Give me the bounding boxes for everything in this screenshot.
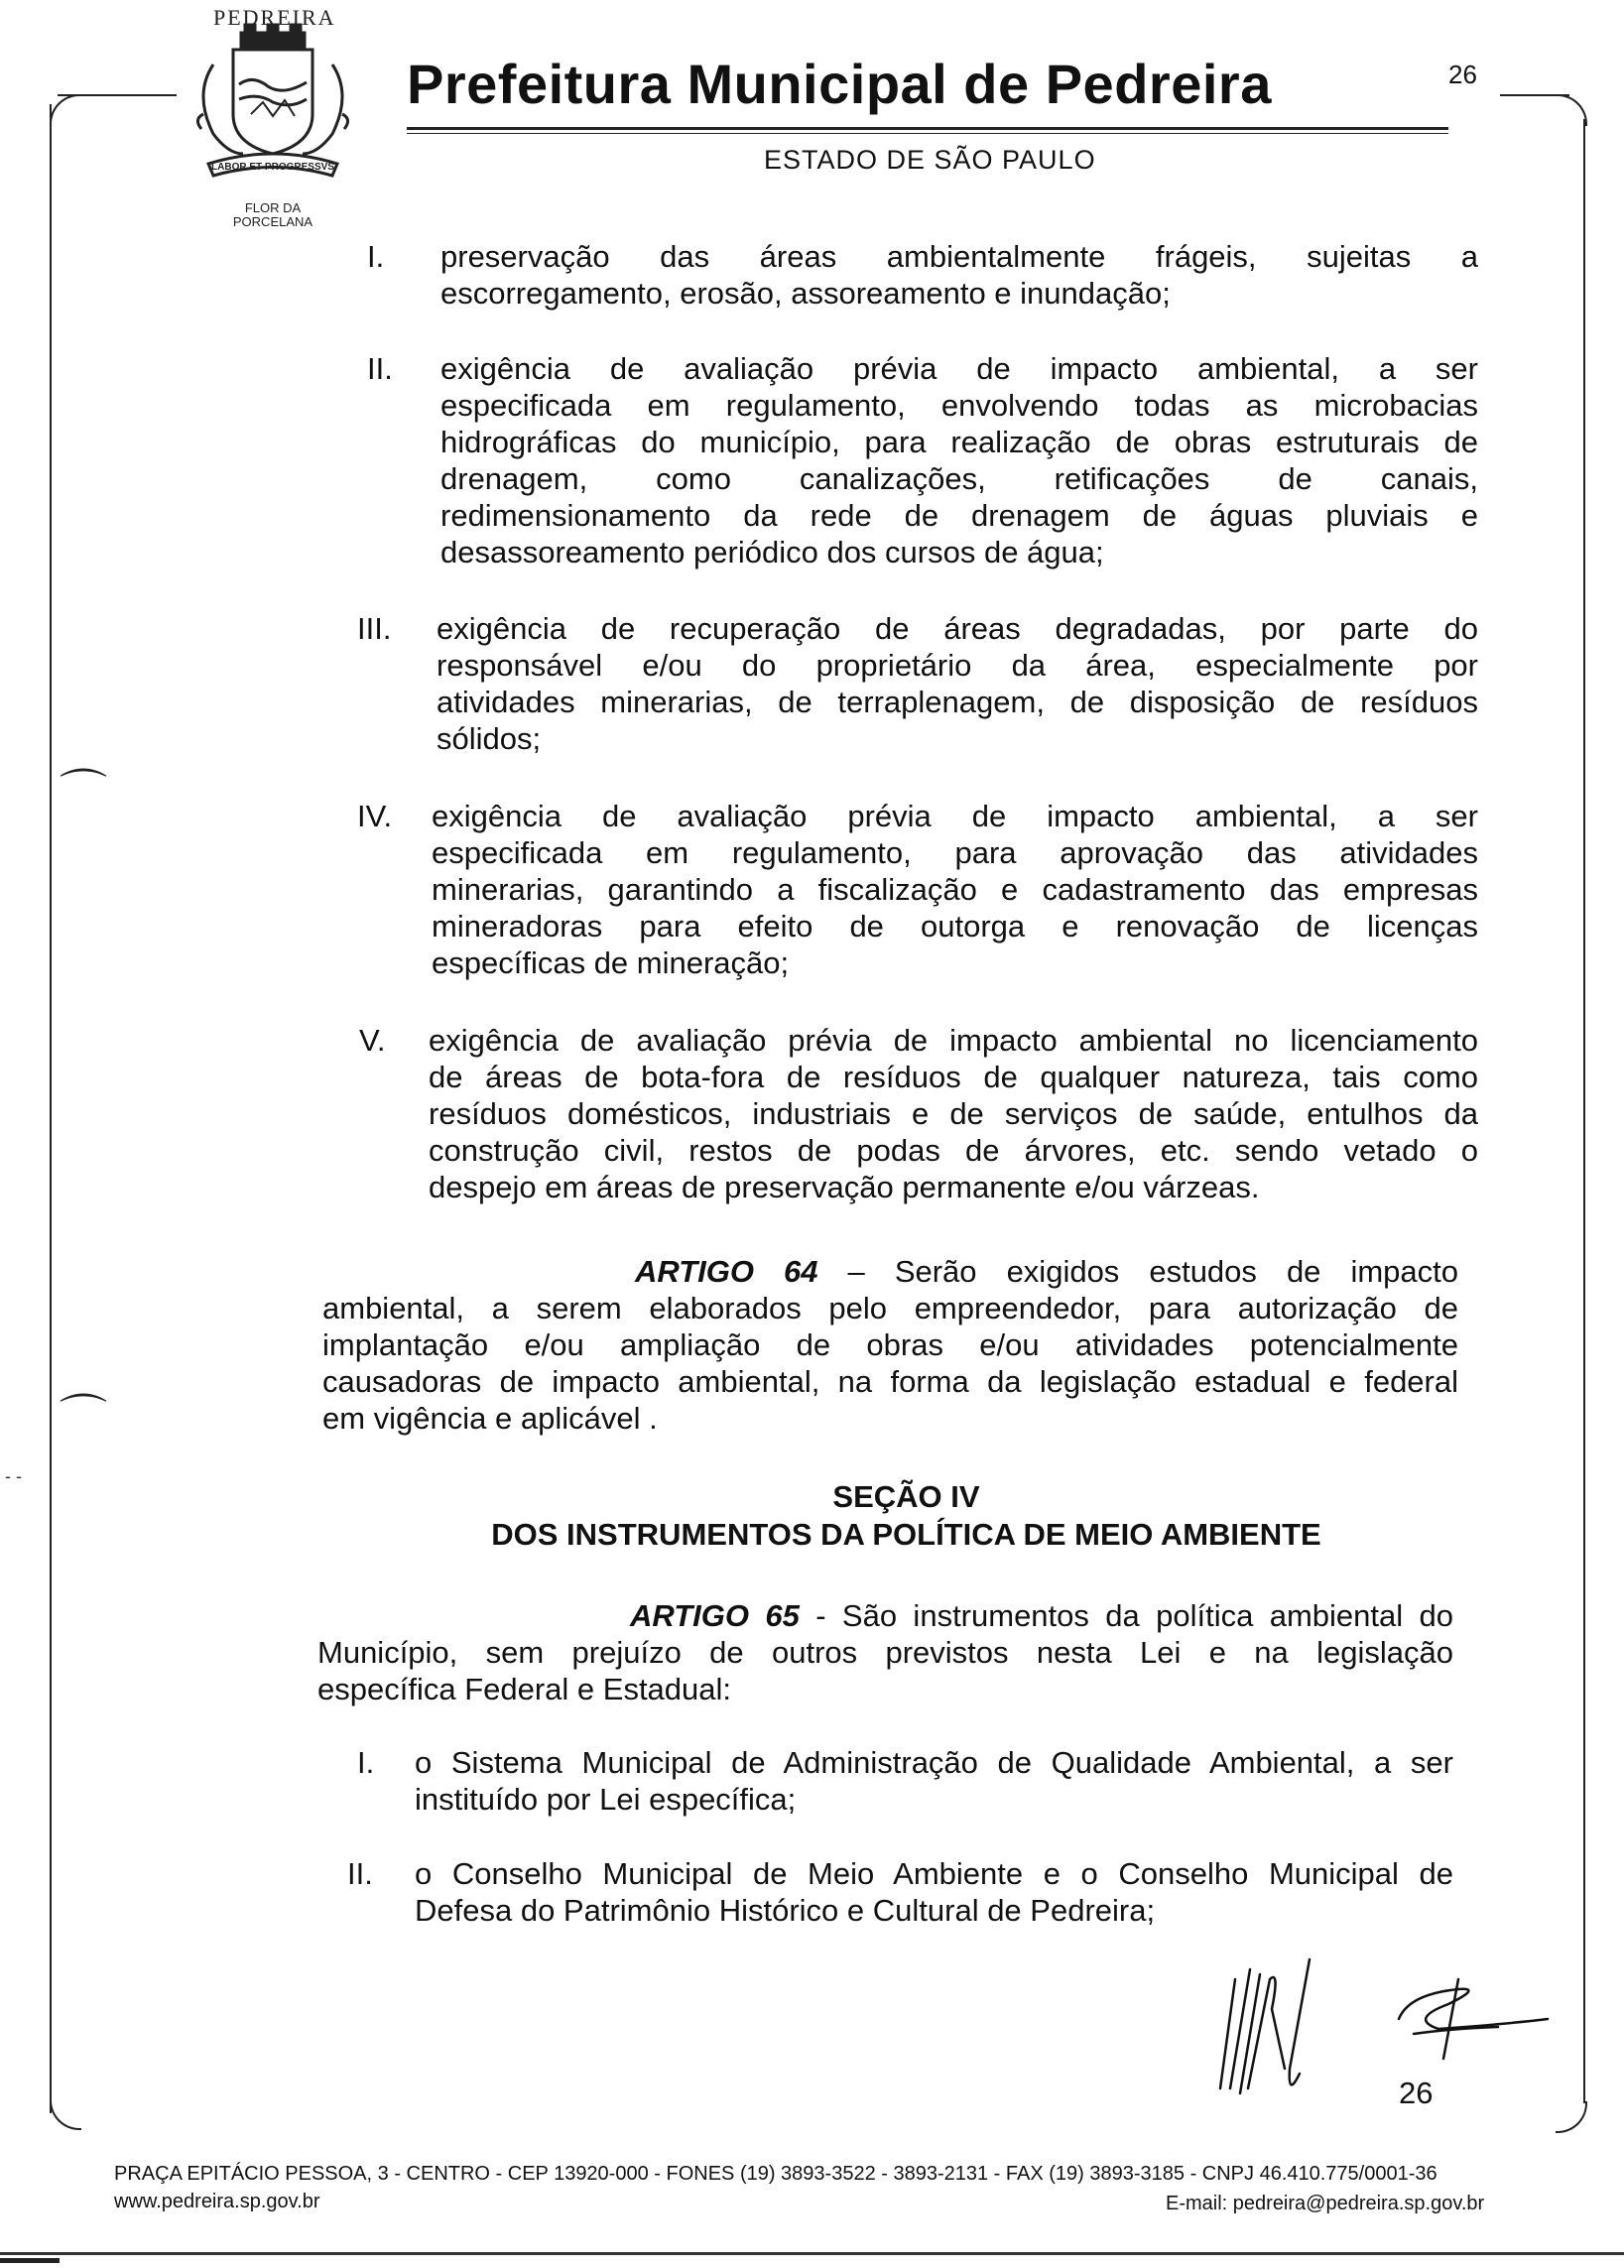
crest-sub-line1: FLOR DA [244,200,302,215]
article-first-line [317,1597,1453,1634]
item-text [415,1855,1453,1929]
item-text [432,798,1478,981]
margin-mark-1: ⌒ [60,765,108,820]
article-label: ARTIGO 65 [630,1598,800,1633]
item-line: exigência de avaliação prévia de impacto ambiental, a ser [432,799,1478,833]
article-first-line [322,1253,1458,1290]
item-number: V. [359,1023,386,1058]
crest-sub-line2: PORCELANA [232,214,313,229]
item-line: construção civil, restos de podas de árvores, etc. sendo vetado o [429,1133,1478,1168]
item-text [429,1022,1478,1205]
item-line: hidrográficas do município, para realização de obras estruturais de [440,425,1478,459]
org-title: Prefeitura Municipal de Pedreira [407,53,1272,115]
item-line: preservação das áreas ambientalmente frágeis, sujeitas a [440,239,1478,274]
article-line: Município, sem prejuízo de outros previstos nesta Lei e na legislação [317,1635,1453,1670]
item-text [440,350,1478,570]
article-line: em vigência e aplicável . [322,1401,658,1436]
margin-mark-2: ⌒ [60,1390,108,1446]
article-first-text: - São instrumentos da política ambiental do [799,1598,1453,1633]
item-line: atividades minerarias, de terraplenagem, de disposição de resíduos [437,685,1478,719]
article-65 [317,1597,1453,1707]
item-number: II. [347,1856,373,1891]
section-subtitle: DOS INSTRUMENTOS DA POLÍTICA DE MEIO AMBIENTE [491,1517,1321,1552]
item-line: minerarias, garantindo a fiscalização e cadastramento das empresas [432,872,1478,907]
footer-website[interactable]: www.pedreira.sp.gov.br [114,2191,320,2212]
item-line: escorregamento, erosão, assoreamento e inundação; [440,276,1171,311]
org-state: ESTADO DE SÃO PAULO [764,145,1096,175]
item-line: especificada em regulamento, para aprovação das atividades [432,835,1478,870]
section-title: SEÇÃO IV [832,1479,980,1514]
item-line: instituído por Lei específica; [415,1782,797,1817]
crest-motto: LABOR ET PROGRESSVS [211,162,334,173]
item-number: IV. [357,799,393,833]
item-line: resíduos domésticos, industriais e de serviços de saúde, entulhos da [429,1096,1478,1131]
crest-top-text: PEDREIRA [213,5,336,30]
article-label: ARTIGO 64 [635,1254,818,1289]
item-number: III. [357,611,392,646]
item-line: o Conselho Municipal de Meio Ambiente e o Conselho Municipal de [415,1856,1453,1891]
item-line: de áreas de bota-fora de resíduos de qualquer natureza, tais como [429,1060,1478,1094]
item-line: exigência de avaliação prévia de impacto ambiental no licenciamento [429,1023,1478,1058]
article-line: implantação e/ou ampliação de obras e/ou atividades potencialmente [322,1327,1458,1362]
item-line: redimensionamento da rede de drenagem de águas pluviais e [440,498,1478,533]
item-line: sólidos; [437,721,542,756]
article-64 [322,1253,1458,1437]
margin-dash: - - [5,1466,22,1486]
item-number: II. [367,351,393,386]
item-line: drenagem, como canalizações, retificações de canais, [440,461,1478,496]
item-line: exigência de avaliação prévia de impacto ambiental, a ser [440,351,1478,386]
item-text [415,1744,1453,1818]
article-line: causadoras de impacto ambiental, na forma da legislação estadual e federal [322,1364,1458,1399]
item-line: específicas de mineração; [432,945,790,980]
article-line: específica Federal e Estadual: [317,1672,732,1706]
item-line: especificada em regulamento, envolvendo todas as microbacias [440,388,1478,423]
signature-icon [1210,1950,1567,2098]
item-text [440,238,1478,312]
item-line: despejo em áreas de preservação permanente e/ou várzeas. [429,1170,1260,1204]
item-line: desassoreamento periódico dos cursos de água; [440,535,1104,569]
item-line: Defesa do Patrimônio Histórico e Cultural de Pedreira; [415,1893,1156,1928]
item-line: exigência de recuperação de áreas degradadas, por parte do [437,611,1478,646]
article-line: ambiental, a serem elaborados pelo empreendedor, para autorização de [322,1291,1458,1325]
item-line: o Sistema Municipal de Administração de Qualidade Ambiental, a ser [415,1745,1453,1780]
item-text [437,610,1478,757]
page-superscript: 26 [1448,60,1477,89]
page-number: 26 [1399,2076,1434,2110]
footer-address: PRAÇA EPITÁCIO PESSOA, 3 - CENTRO - CEP 13920-000 - FONES (19) 3893-3522 - 3893-2131 - FAX (19) 3893-3185 - CNPJ 46.410.775/0001-36 [114,2163,1437,2185]
item-number: I. [357,1745,375,1780]
item-line: mineradoras para efeito de outorga e renovação de licenças [432,909,1478,944]
footer-email[interactable]: E-mail: pedreira@pedreira.sp.gov.br [1166,2193,1485,2214]
item-number: I. [367,239,385,274]
article-first-text: – Serão exigidos estudos de impacto [817,1254,1458,1289]
item-line: responsável e/ou do proprietário da área, especialmente por [437,648,1478,683]
